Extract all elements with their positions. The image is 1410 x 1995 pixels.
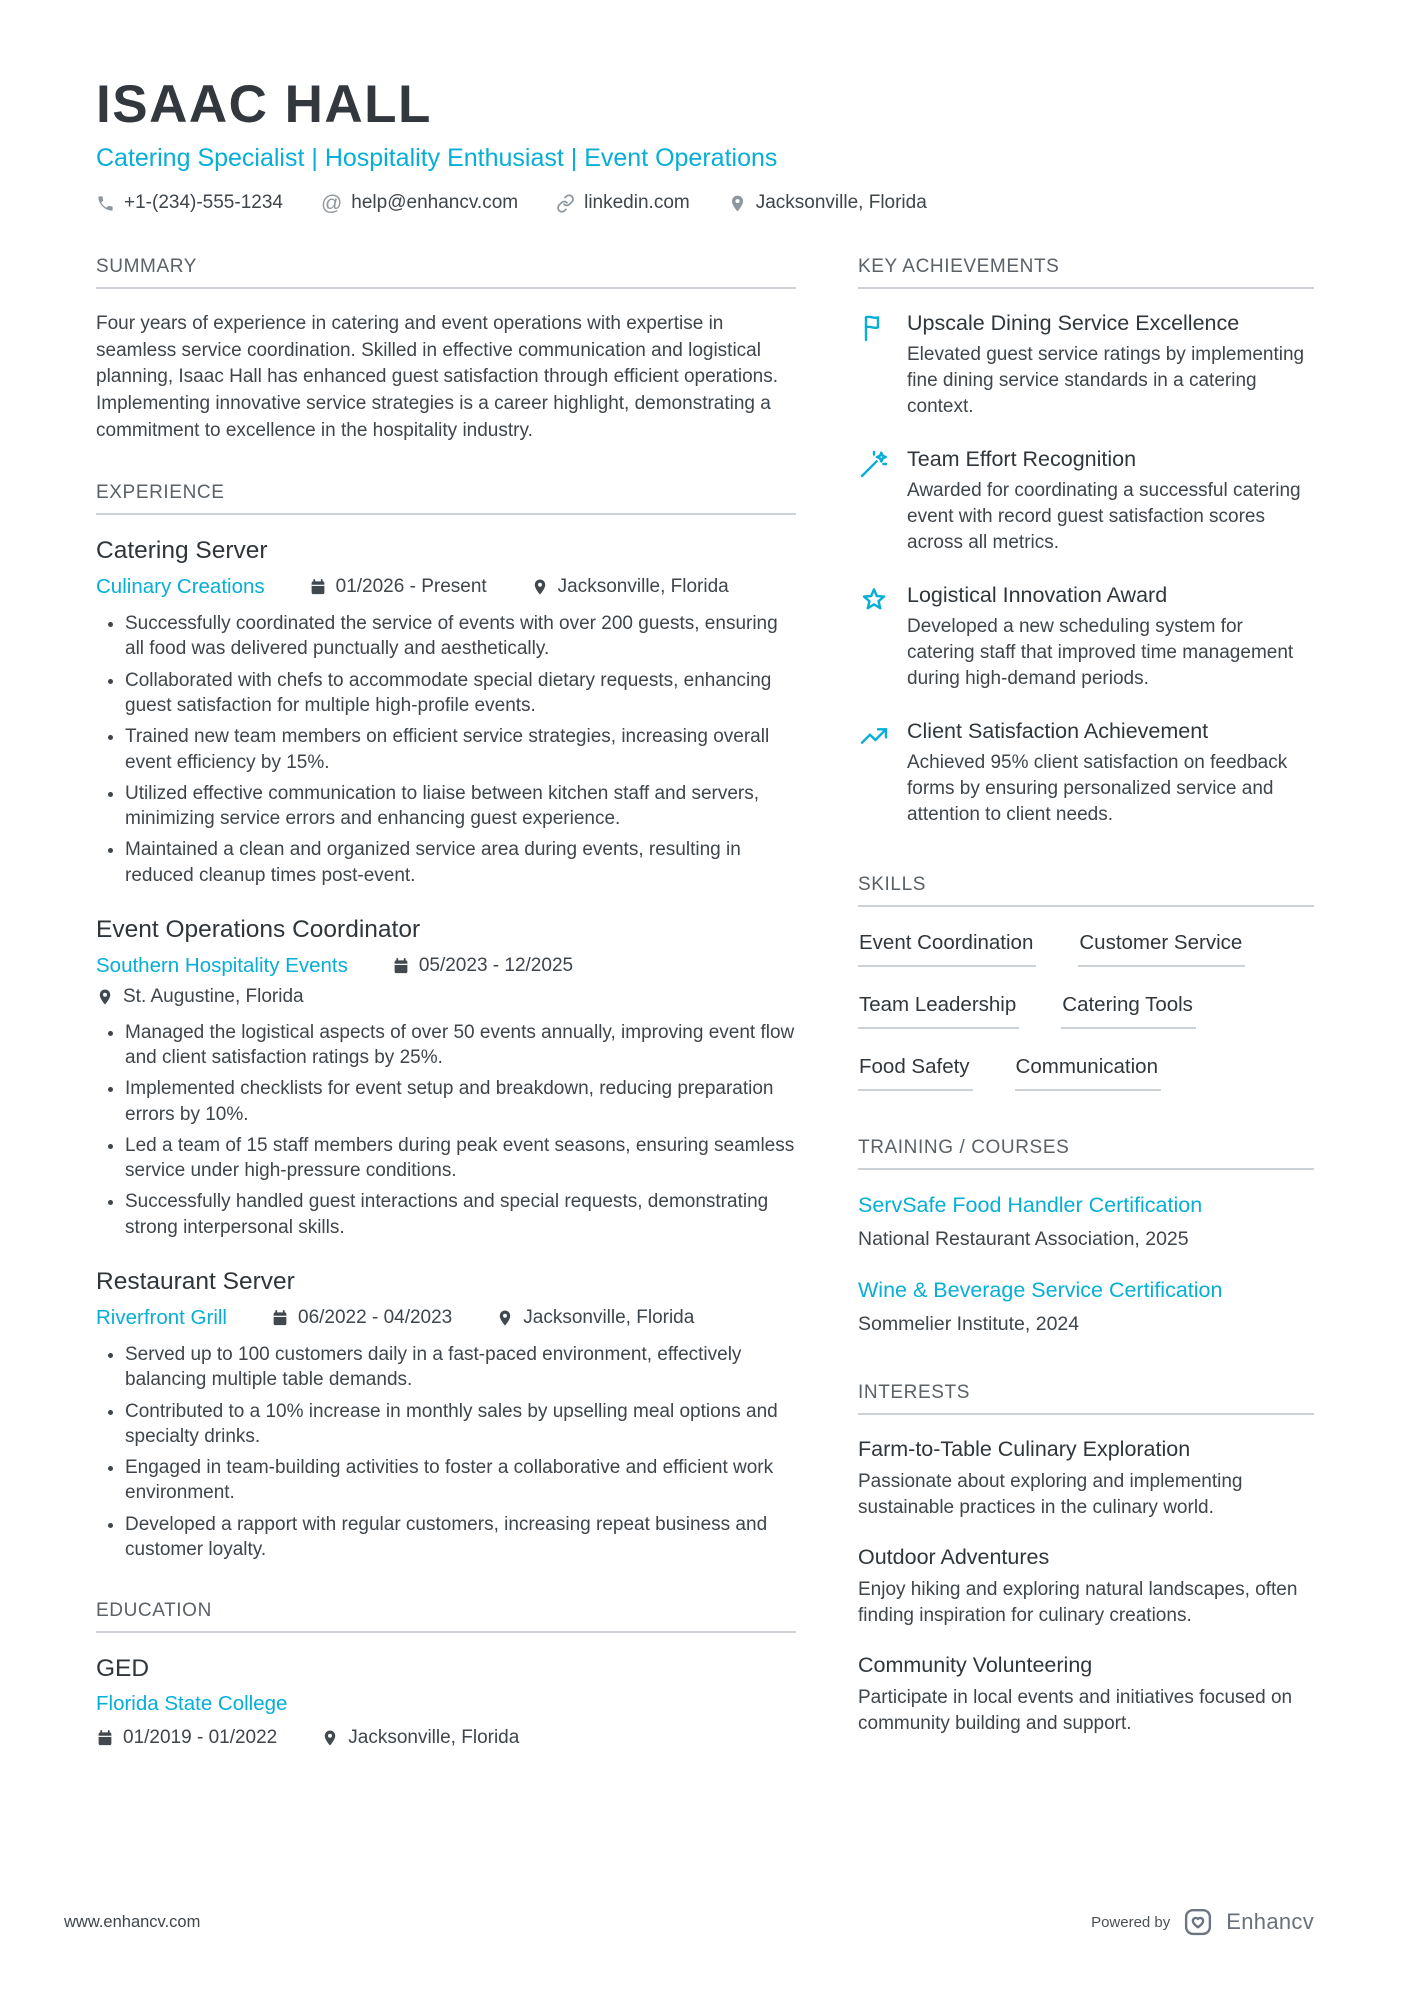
location-text: St. Augustine, Florida [123, 985, 304, 1007]
school-name: Florida State College [96, 1692, 288, 1716]
job-meta [96, 575, 796, 599]
course-item [858, 1192, 1314, 1251]
skills-section [858, 874, 1314, 1091]
job-entry [96, 1268, 796, 1562]
bullet: • Successfully coordinated the service of events with over 200 guests, ensuring all food was delivered punctually and aesthetically. [125, 611, 796, 662]
job-entry [96, 916, 796, 1240]
dates-text: 01/2026 - Present [335, 576, 487, 598]
bullet: • Utilized effective communication to liaise between kitchen staff and servers, minimizing service errors and enhancing guest experience. [125, 781, 796, 832]
location-pin-icon [728, 194, 747, 213]
skills-heading: SKILLS [858, 874, 1314, 907]
job-dates [392, 955, 573, 977]
contact-email[interactable] [321, 192, 518, 214]
job-location [496, 1307, 694, 1329]
interest-description: Enjoy hiking and exploring natural landscapes, often finding inspiration for culinary creations. [858, 1579, 1298, 1627]
job-entry [96, 537, 796, 888]
email-icon: @ [320, 191, 343, 215]
brand-wordmark: Enhancv [1226, 1909, 1314, 1934]
education-section [96, 1600, 796, 1749]
achievement-description: Developed a new scheduling system for catering staff that improved time management during high-demand periods. [907, 616, 1294, 690]
page-footer [64, 1907, 1314, 1937]
contact-phone [96, 192, 283, 214]
job-title: Restaurant Server [96, 1268, 295, 1295]
candidate-headline: Catering Specialist | Hospitality Enthusiast | Event Operations [96, 144, 778, 172]
job-location [96, 986, 304, 1008]
content-columns [96, 256, 1314, 1787]
location-text: Jacksonville, Florida [348, 1727, 520, 1749]
flag-icon [858, 312, 890, 344]
job-bullets [96, 611, 796, 888]
location-pin-icon [531, 578, 549, 596]
skill-tag: Food Safety [858, 1055, 973, 1091]
skill-tag: Customer Service [1078, 931, 1245, 967]
bullet: • Engaged in team-building activities to foster a collaborative and efficient work environment. [125, 1455, 796, 1506]
skill-tag: Team Leadership [858, 993, 1019, 1029]
course-organization: Sommelier Institute, 2024 [858, 1313, 1080, 1336]
bullet: • Contributed to a 10% increase in monthly sales by upselling meal options and specialty drinks. [125, 1399, 796, 1450]
achievements-section [858, 256, 1314, 828]
company-name: Culinary Creations [96, 575, 265, 599]
interest-item [858, 1437, 1314, 1521]
bullet: • Maintained a clean and organized service area during events, resulting in reduced cleanup times post-event. [125, 837, 796, 888]
bullet: • Implemented checklists for event setup and breakdown, reducing preparation errors by 10%. [125, 1076, 796, 1127]
location-text: Jacksonville, Florida [755, 192, 927, 214]
star-icon [858, 584, 890, 616]
summary-section [96, 256, 796, 444]
achievement-description: Elevated guest service ratings by implementing fine dining service standards in a catering context. [907, 344, 1305, 418]
experience-section [96, 482, 796, 1562]
interest-description: Participate in local events and initiatives focused on community building and support. [858, 1687, 1293, 1735]
achievement-item [858, 447, 1314, 556]
summary-heading: SUMMARY [96, 256, 796, 289]
contact-row [96, 192, 1314, 214]
enhancv-logo-icon [1183, 1907, 1213, 1937]
calendar-icon [309, 578, 327, 596]
bullet: • Successfully handled guest interactions and special requests, demonstrating strong interpersonal skills. [125, 1189, 796, 1240]
achievement-body [907, 311, 1314, 420]
job-dates [309, 576, 487, 598]
link-text: linkedin.com [584, 192, 690, 214]
education-location [321, 1727, 519, 1749]
dates-text: 01/2019 - 01/2022 [123, 1727, 278, 1749]
location-pin-icon [96, 988, 114, 1006]
achievement-description: Awarded for coordinating a successful catering event with record guest satisfaction scores across all metrics. [907, 480, 1301, 554]
location-text: Jacksonville, Florida [523, 1307, 695, 1328]
location-text: Jacksonville, Florida [557, 576, 729, 598]
resume-header [96, 75, 1314, 215]
company-name: Southern Hospitality Events [96, 953, 348, 977]
phone-number: +1-(234)-555-1234 [124, 192, 283, 214]
candidate-name: ISAAC HALL [96, 75, 432, 134]
email-address: help@enhancv.com [351, 192, 519, 214]
interest-title: Farm-to-Table Culinary Exploration [858, 1437, 1191, 1462]
course-title: ServSafe Food Handler Certification [858, 1193, 1203, 1218]
job-dates [271, 1307, 452, 1329]
achievement-item [858, 583, 1314, 692]
contact-location [728, 192, 927, 214]
achievement-body [907, 583, 1314, 692]
achievement-title: Logistical Innovation Award [907, 583, 1168, 608]
degree-title: GED [96, 1655, 150, 1683]
achievement-title: Upscale Dining Service Excellence [907, 311, 1240, 336]
job-bullets [96, 1020, 796, 1240]
interest-item [858, 1653, 1314, 1737]
achievements-heading: KEY ACHIEVEMENTS [858, 256, 1314, 289]
job-location [531, 576, 729, 598]
website-link[interactable]: www.enhancv.com [64, 1912, 201, 1931]
location-pin-icon [321, 1729, 339, 1747]
calendar-icon [96, 1729, 114, 1747]
contact-link[interactable] [556, 192, 690, 214]
achievement-item [858, 311, 1314, 420]
skills-list [858, 929, 1314, 1091]
summary-text: Four years of experience in catering and event operations with expertise in seamless service coordination. Skilled in effective communication and logistical planning, Isaac Hall has enhanced guest satisfaction through efficient operations. Implementing innovative service strategies is a career highlight, demonstrating a commitment to excellence in the hospitality industry. [96, 313, 778, 441]
trend-up-icon [858, 720, 890, 752]
company-name: Riverfront Grill [96, 1306, 227, 1329]
job-meta [96, 1306, 796, 1330]
magic-wand-icon [858, 448, 890, 480]
powered-by[interactable] [1091, 1907, 1314, 1937]
experience-heading: EXPERIENCE [96, 482, 796, 515]
course-title: Wine & Beverage Service Certification [858, 1278, 1223, 1303]
link-icon [556, 194, 575, 213]
phone-icon [96, 194, 115, 213]
interest-description: Passionate about exploring and implementing sustainable practices in the culinary world. [858, 1471, 1243, 1519]
interests-heading: INTERESTS [858, 1382, 1314, 1415]
training-section [858, 1137, 1314, 1336]
right-column [858, 256, 1314, 1783]
interests-section [858, 1382, 1314, 1737]
training-heading: TRAINING / COURSES [858, 1137, 1314, 1170]
job-title: Event Operations Coordinator [96, 915, 421, 943]
skill-tag: Catering Tools [1061, 993, 1196, 1029]
left-column [96, 256, 796, 1787]
calendar-icon [271, 1309, 289, 1327]
job-bullets [96, 1342, 796, 1562]
skill-tag: Event Coordination [858, 931, 1036, 967]
achievement-title: Team Effort Recognition [907, 447, 1137, 472]
course-organization: National Restaurant Association, 2025 [858, 1228, 1189, 1251]
bullet: • Managed the logistical aspects of over 50 events annually, improving event flow and client satisfaction ratings by 25%. [125, 1020, 796, 1071]
achievement-body [907, 447, 1314, 556]
job-meta [96, 954, 796, 1008]
achievement-body [907, 719, 1314, 828]
dates-text: 05/2023 - 12/2025 [418, 954, 574, 976]
job-title: Catering Server [96, 537, 268, 565]
dates-text: 06/2022 - 04/2023 [298, 1307, 453, 1328]
education-heading: EDUCATION [96, 1600, 796, 1633]
bullet: • Trained new team members on efficient service strategies, increasing overall event efficiency by 15%. [125, 724, 796, 775]
achievement-title: Client Satisfaction Achievement [907, 719, 1209, 744]
education-dates [96, 1727, 277, 1749]
bullet: • Developed a rapport with regular customers, increasing repeat business and customer loyalty. [125, 1512, 796, 1563]
skill-tag: Communication [1015, 1055, 1161, 1091]
bullet: • Collaborated with chefs to accommodate special dietary requests, enhancing guest satisfaction for multiple high-profile events. [125, 668, 796, 719]
interest-title: Community Volunteering [858, 1653, 1093, 1678]
course-item [858, 1277, 1314, 1336]
powered-by-label: Powered by [1091, 1913, 1171, 1931]
education-meta [96, 1727, 796, 1749]
calendar-icon [392, 957, 410, 975]
interest-item [858, 1545, 1314, 1629]
location-pin-icon [496, 1309, 514, 1327]
bullet: • Served up to 100 customers daily in a fast-paced environment, effectively balancing multiple table demands. [125, 1342, 796, 1393]
achievement-description: Achieved 95% client satisfaction on feedback forms by ensuring personalized service and attention to client needs. [907, 752, 1288, 826]
interest-title: Outdoor Adventures [858, 1545, 1050, 1570]
bullet: • Led a team of 15 staff members during peak event seasons, ensuring seamless service under high-pressure conditions. [125, 1133, 796, 1184]
achievement-item [858, 719, 1314, 828]
